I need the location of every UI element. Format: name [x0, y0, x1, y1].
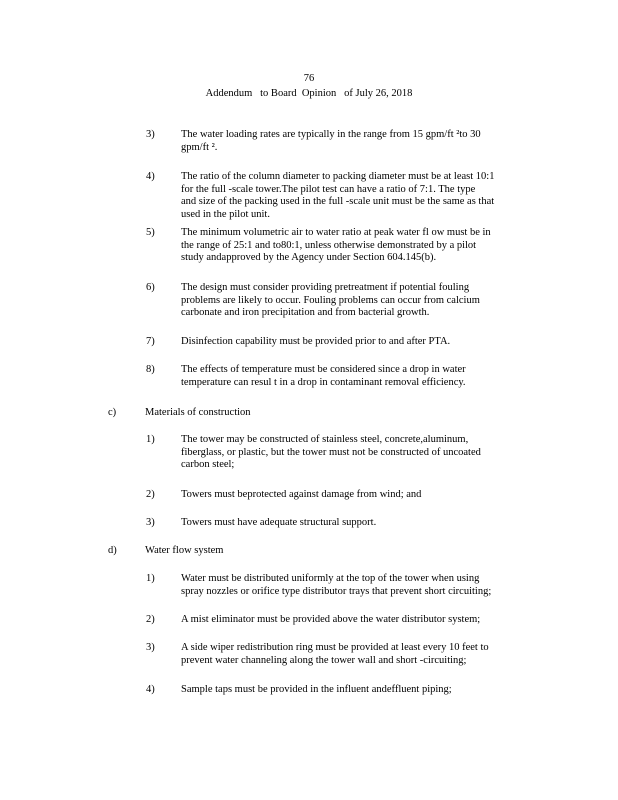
item-line: and size of the packing used in the full -scale unit must be the same as that: [181, 196, 495, 207]
item-text: [181, 642, 539, 667]
item-number: 7): [146, 336, 155, 347]
item-line: The ratio of the column diameter to packing diameter must be at least 10:1: [181, 171, 495, 182]
item-text: [181, 171, 539, 221]
item-line: Disinfection capability must be provided prior to and after PTA.: [181, 336, 451, 347]
item-text: [181, 129, 539, 154]
item-line: temperature can resul t in a drop in contaminant removal efficiency.: [181, 376, 466, 388]
item-number: 2): [146, 614, 155, 625]
item-line: spray nozzles or orifice type distributor trays that prevent short circuiting;: [181, 585, 492, 597]
section-number: c): [108, 407, 117, 418]
item-text: [181, 614, 539, 627]
item-line: A mist eliminator must be provided above the water distributor system;: [181, 614, 481, 625]
item-number: 4): [146, 171, 155, 182]
item-number: 2): [146, 489, 155, 500]
item-line: A side wiper redistribution ring must be provided at least every 10 feet to: [181, 642, 489, 653]
item-line: The water loading rates are typically in the range from 15 gpm/ft ²to 30: [181, 129, 481, 140]
item-line: fiberglass, or plastic, but the tower must not be constructed of uncoated: [181, 446, 481, 458]
item-number: 3): [146, 517, 155, 528]
item-line: The tower may be constructed of stainless steel, concrete,aluminum,: [181, 434, 469, 445]
item-line: used in the pilot unit.: [181, 208, 270, 220]
item-text: [181, 336, 539, 349]
item-line: The design must consider providing pretreatment if potential fouling: [181, 282, 470, 293]
section-title: Water flow system: [145, 545, 224, 556]
item-number: 1): [146, 573, 155, 584]
item-line: gpm/ft ².: [181, 141, 218, 153]
item-text: [181, 434, 539, 472]
item-number: 5): [146, 227, 155, 238]
item-line: Towers must beprotected against damage from wind; and: [181, 489, 422, 500]
page-number: 76: [303, 73, 315, 84]
section-number: d): [108, 545, 117, 556]
item-text: [181, 364, 539, 389]
item-line: The minimum volumetric air to water ratio at peak water fl ow must be in: [181, 227, 491, 238]
item-line: carbonate and iron precipitation and from bacterial growth.: [181, 307, 430, 318]
item-line: The effects of temperature must be considered since a drop in water: [181, 364, 466, 375]
item-line: study andapproved by the Agency under Section 604.145(b).: [181, 252, 437, 263]
item-line: prevent water channeling along the tower wall and short -circuiting;: [181, 654, 467, 666]
item-number: 3): [146, 642, 155, 653]
item-text: [181, 517, 539, 530]
item-text: [181, 282, 539, 320]
item-text: [181, 227, 539, 265]
item-line: Water must be distributed uniformly at the top of the tower when using: [181, 573, 480, 584]
item-number: 8): [146, 364, 155, 375]
item-number: 3): [146, 129, 155, 140]
item-text: [181, 489, 539, 502]
item-text: [181, 684, 539, 697]
item-line: Towers must have adequate structural support.: [181, 517, 377, 528]
item-line: carbon steel;: [181, 459, 235, 470]
item-text: [181, 573, 539, 598]
item-line: for the full -scale tower.The pilot test can have a ratio of 7:1. The type: [181, 183, 476, 195]
item-number: 4): [146, 684, 155, 695]
section-title: Materials of construction: [145, 407, 251, 418]
item-number: 6): [146, 282, 155, 293]
item-line: problems are likely to occur. Fouling problems can occur from calcium: [181, 294, 480, 306]
item-number: 1): [146, 434, 155, 445]
item-line: the range of 25:1 and to80:1, unless otherwise demonstrated by a pilot: [181, 239, 477, 251]
item-line: Sample taps must be provided in the influent andeffluent piping;: [181, 684, 452, 695]
page-subtitle: Addendum to Board Opinion of July 26, 2018: [205, 88, 413, 99]
